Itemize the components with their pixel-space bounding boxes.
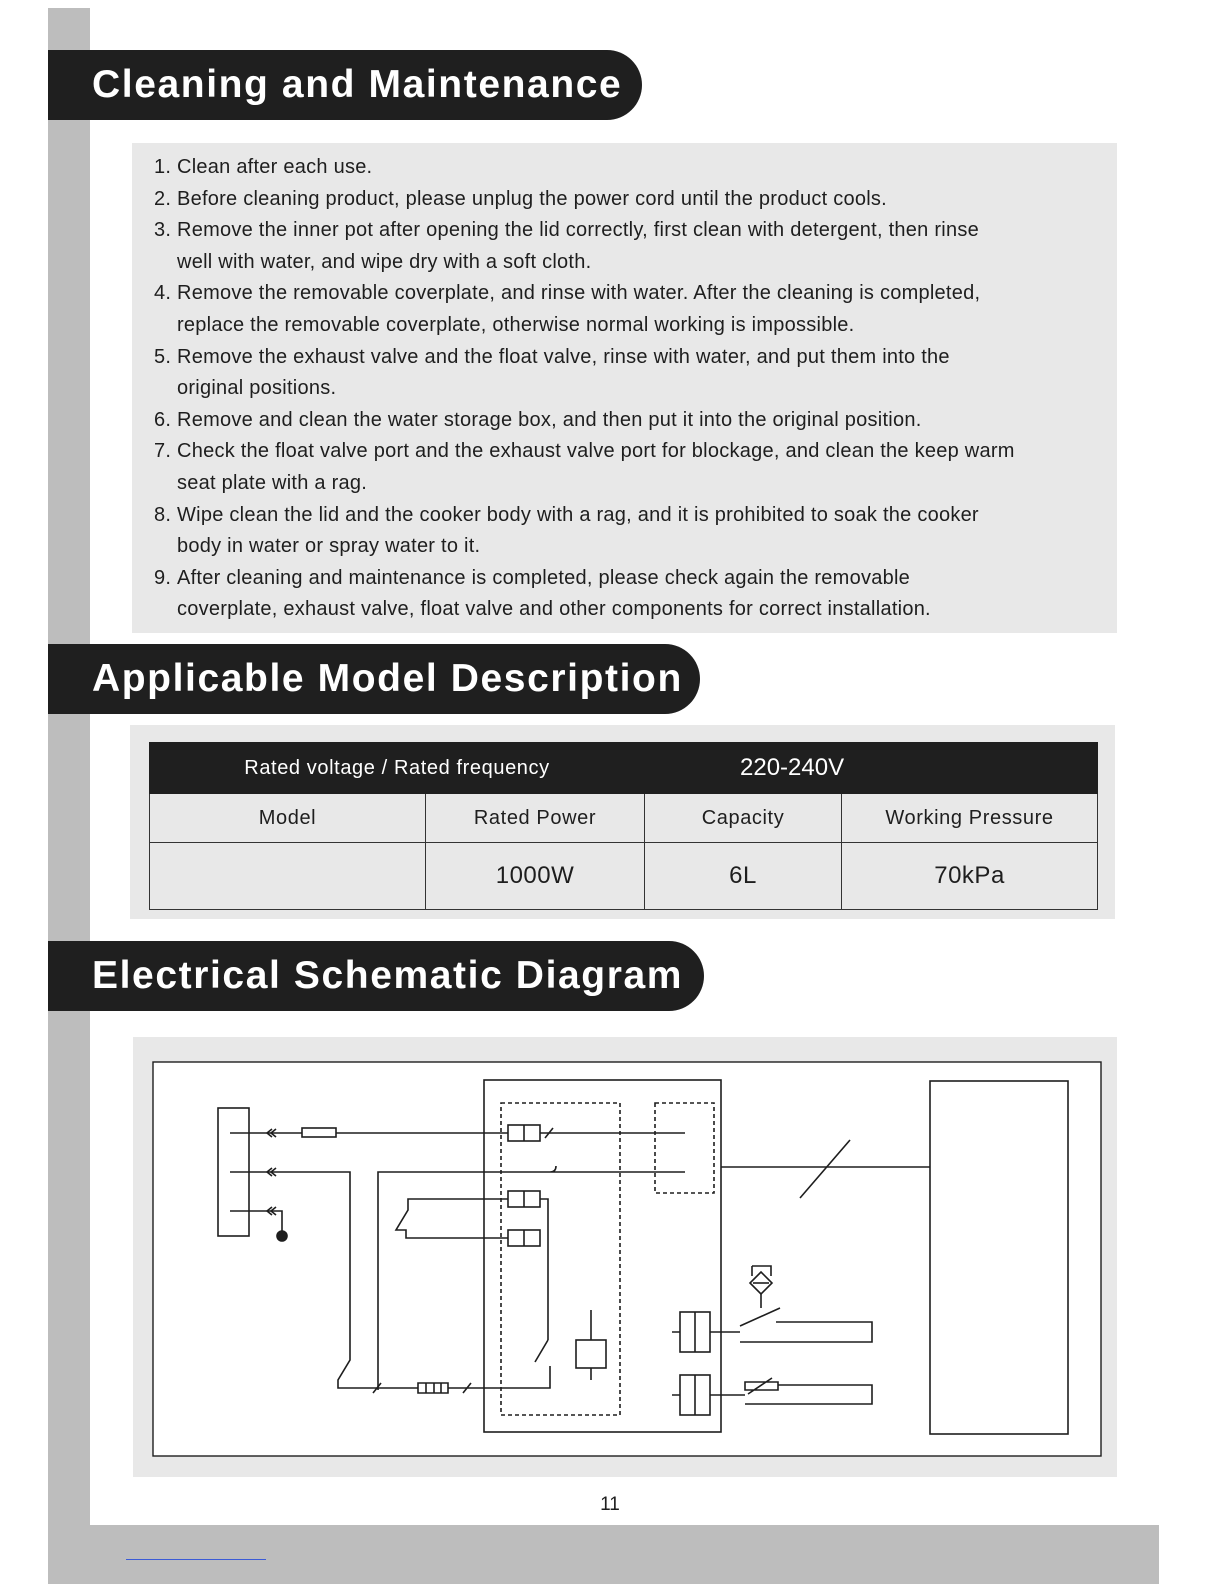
cleaning-steps-panel xyxy=(132,143,1117,633)
step-number: 8. xyxy=(154,503,172,526)
left-margin-bar xyxy=(48,8,90,1584)
header-capacity: Capacity xyxy=(645,794,842,843)
list-item xyxy=(154,184,1117,216)
step-text-line: well with water, and wipe dry with a soft cloth. xyxy=(177,250,592,273)
ground-icon xyxy=(277,1231,287,1241)
cleaning-steps-list xyxy=(132,143,1117,626)
footer-link-underline[interactable] xyxy=(126,1559,266,1560)
step-text-line: Remove and clean the water storage box, and then put it into the original position. xyxy=(177,408,922,431)
step-text-line: replace the removable coverplate, otherwise normal working is impossible. xyxy=(177,313,855,336)
step-number: 3. xyxy=(154,219,172,242)
diagram-frame xyxy=(153,1062,1101,1456)
list-item xyxy=(154,563,1117,626)
step-number: 9. xyxy=(154,566,172,589)
step-text-line: Wipe clean the lid and the cooker body with a rag, and it is prohibited to soak the cooker xyxy=(177,503,979,526)
list-item xyxy=(154,405,1117,437)
step-number: 7. xyxy=(154,440,172,463)
header-working-pressure: Working Pressure xyxy=(842,794,1098,843)
list-item xyxy=(154,436,1117,499)
step-number: 6. xyxy=(154,408,172,431)
list-item xyxy=(154,500,1117,563)
list-item xyxy=(154,215,1117,278)
step-text-line: After cleaning and maintenance is completed, please check again the removable xyxy=(177,566,911,589)
step-text-line: Remove the inner pot after opening the lid correctly, first clean with detergent, then rinse xyxy=(177,219,979,242)
list-item xyxy=(154,342,1117,405)
bottom-margin-bar xyxy=(90,1525,1159,1584)
table-header-row xyxy=(150,794,1098,843)
model-table-panel xyxy=(130,725,1115,919)
step-number: 2. xyxy=(154,187,172,210)
step-text-line: Before cleaning product, please unplug the power cord until the product cools. xyxy=(177,187,887,210)
section-title-model: Applicable Model Description xyxy=(48,644,700,714)
cell-capacity: 6L xyxy=(645,843,842,910)
table-row xyxy=(150,743,1098,794)
list-item xyxy=(154,278,1117,341)
step-number: 1. xyxy=(154,156,172,178)
page-number: 11 xyxy=(600,1494,620,1515)
step-number: 5. xyxy=(154,345,172,368)
table-row xyxy=(150,843,1098,910)
step-text-line: Remove the removable coverplate, and rinse with water. After the cleaning is completed, xyxy=(177,282,981,305)
list-item xyxy=(154,152,1117,184)
header-model: Model xyxy=(150,794,426,843)
step-text-line: coverplate, exhaust valve, float valve and other components for correct installation. xyxy=(177,598,931,621)
step-text-line: original positions. xyxy=(177,377,337,400)
schematic-panel xyxy=(133,1037,1117,1477)
cell-rated-power: 1000W xyxy=(426,843,645,910)
cell-working-pressure: 70kPa xyxy=(842,843,1098,910)
voltage-value-cell: 220-240V xyxy=(645,743,1098,794)
section-title-schematic: Electrical Schematic Diagram xyxy=(48,941,704,1011)
header-rated-power: Rated Power xyxy=(426,794,645,843)
electrical-schematic-diagram xyxy=(152,1061,1102,1457)
model-spec-table xyxy=(149,742,1098,910)
step-text-line: Check the float valve port and the exhaust valve port for blockage, and clean the keep warm xyxy=(177,440,1015,463)
step-text-line: Remove the exhaust valve and the float valve, rinse with water, and put them into the xyxy=(177,345,950,368)
step-text-line: Clean after each use. xyxy=(177,156,373,178)
step-number: 4. xyxy=(154,282,172,305)
step-text-line: body in water or spray water to it. xyxy=(177,535,481,558)
voltage-label-cell: Rated voltage / Rated frequency xyxy=(150,743,645,794)
section-title-cleaning: Cleaning and Maintenance xyxy=(48,50,642,120)
cell-model xyxy=(150,843,426,910)
step-text-line: seat plate with a rag. xyxy=(177,471,368,494)
